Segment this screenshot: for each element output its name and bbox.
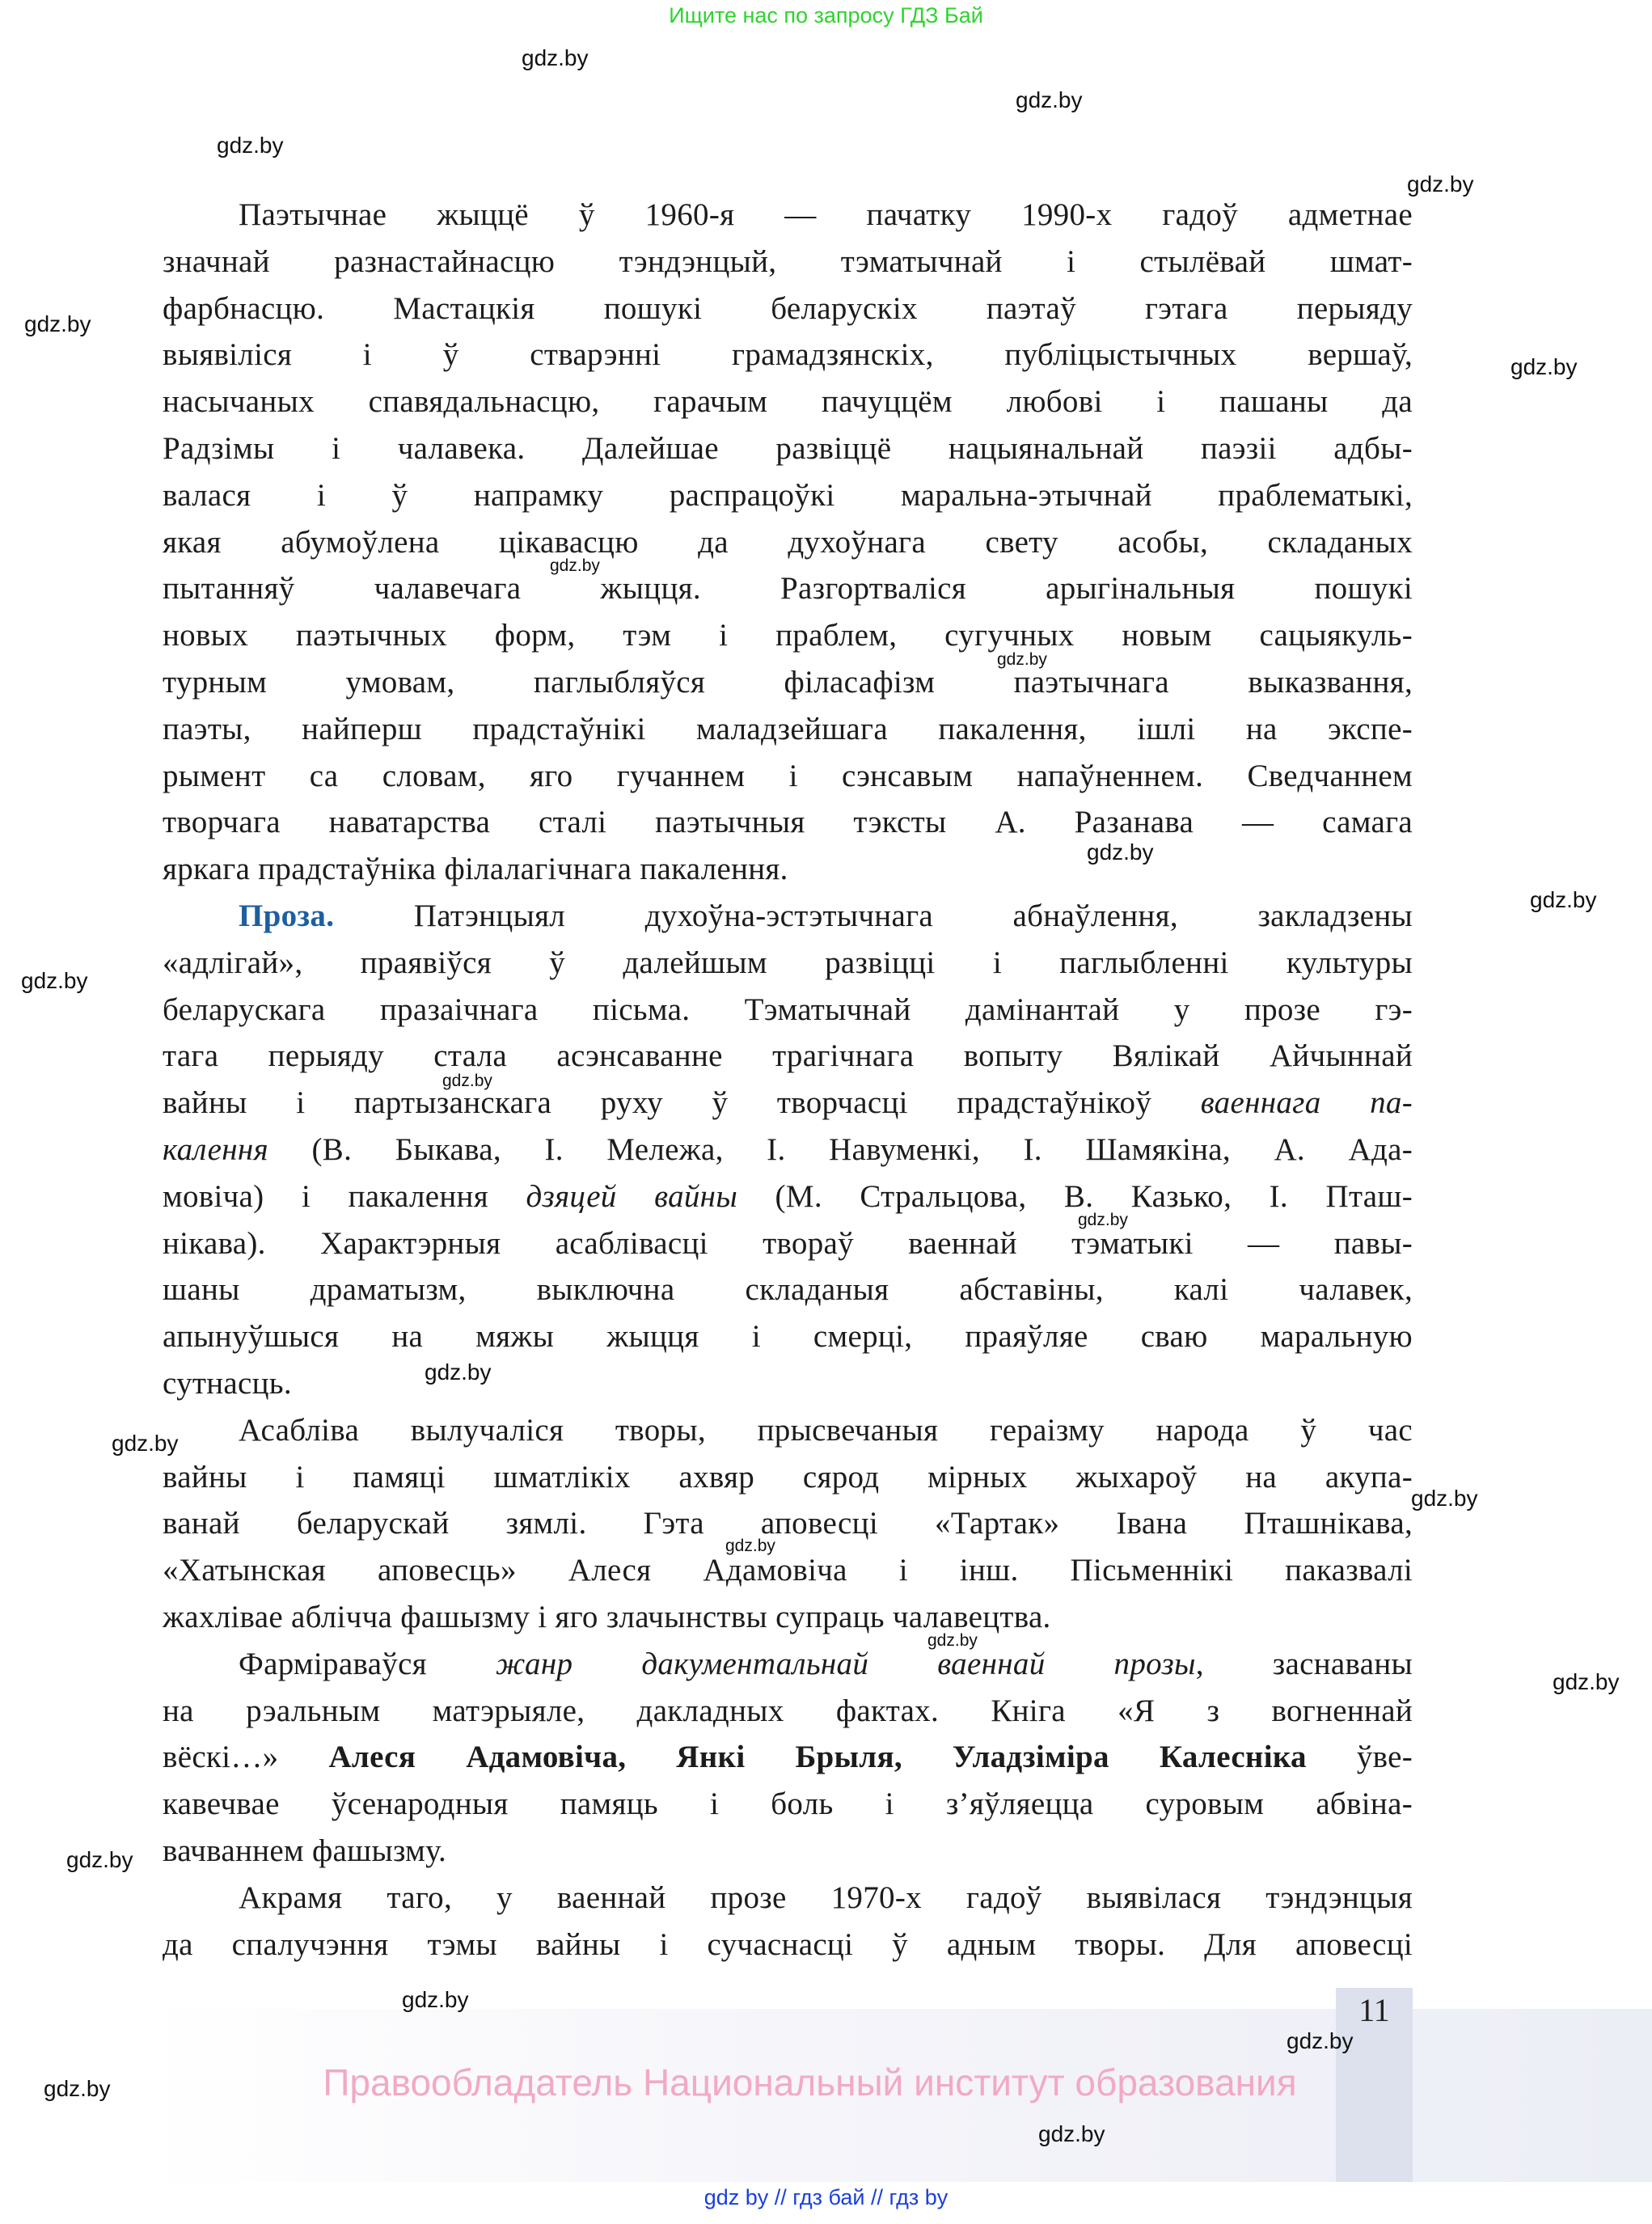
text-line [239, 1641, 1413, 1688]
text-segment: вачваннем фашызму. [163, 1833, 447, 1868]
text-segment: валася і ў напрамку распрацоўкі маральна-этычнай праблематыкі, [163, 477, 1413, 513]
text-line [239, 1407, 1413, 1454]
italic-term: калення [163, 1132, 268, 1167]
text-segment: «Хатынская аповесць» Алеся Адамовіча і інш. Пісьменнікі паказвалі [163, 1553, 1413, 1588]
text-line [163, 1127, 1413, 1173]
text-line [163, 1266, 1413, 1313]
text-line [163, 565, 1413, 612]
text-segment: «адлігай», праявіўся ў далейшым развіцці і паглыбленні культуры [163, 945, 1413, 980]
watermark: gdz.by [44, 2076, 111, 2101]
text-segment: беларускага празаічнага пісьма. Тэматычнай дамінантай у прозе гэ- [163, 991, 1413, 1027]
text-line [163, 612, 1413, 659]
text-segment: апынуўшыся на мяжы жыцця і смерці, праяўляе сваю маральную [163, 1319, 1413, 1355]
text-segment: выявіліся і ў стварэнні грамадзянскіх, публіцыстычных вершаў, [163, 337, 1413, 373]
rights-holder-text: Правообладатель Национальный институт образования [323, 2061, 1297, 2103]
text-segment: значнай разнастайнасцю тэндэнцый, тэматычнай і стылёвай шмат- [163, 243, 1413, 279]
watermark: gdz.by [1038, 2121, 1105, 2146]
text-line [163, 425, 1413, 472]
italic-term: жанр дакументальнай ваеннай прозы [495, 1646, 1196, 1681]
text-line [163, 753, 1413, 800]
watermark: gdz.by [217, 133, 284, 158]
text-line [163, 706, 1413, 753]
text-line [239, 192, 1413, 239]
watermark: gdz.by [1016, 87, 1083, 112]
text-line [163, 472, 1413, 519]
watermark: gdz.by [1407, 171, 1474, 197]
text-line [163, 940, 1413, 987]
text-segment: якая абумоўлена цікавасцю да духоўнага свету асобы, складаных [163, 524, 1413, 560]
text-line [163, 1033, 1413, 1080]
text-segment: нікава). Характэрныя асаблівасці твораў ваеннай тэматыкі — павы- [163, 1225, 1413, 1261]
text-segment: Фарміраваўся [239, 1646, 496, 1681]
text-segment: ўве- [1306, 1740, 1413, 1775]
watermark: gdz.by [1411, 1486, 1478, 1511]
watermark: gdz.by [112, 1431, 179, 1456]
text-line [163, 1688, 1413, 1735]
text-line [163, 239, 1413, 285]
text-segment: Паэтычнае жыццё ў 1960-я — пачатку 1990-х гадоў адметнае [239, 197, 1413, 232]
text-line [163, 1828, 1413, 1875]
text-line [163, 519, 1413, 566]
footer-links[interactable]: gdz by // гдз бай // гдз by [703, 2185, 949, 2209]
text-segment: вёскі…» [163, 1740, 329, 1775]
page-number: 11 [1358, 1992, 1390, 2028]
text-line [163, 1220, 1413, 1267]
text-line [163, 987, 1413, 1034]
text-segment: вайны і памяці шматлікіх ахвяр сярод мірных жыхароў на акупа- [163, 1459, 1413, 1495]
text-segment: паэты, найперш прадстаўнікі маладзейшага пакалення, ішлі на экспе- [163, 711, 1413, 746]
text-line [163, 1454, 1413, 1501]
text-line [163, 659, 1413, 706]
text-segment: мовіча) і пакалення [163, 1178, 526, 1214]
text-segment: кавечвае ўсенародныя памяць і боль і з’яўляецца суровым абвіна- [163, 1786, 1413, 1822]
watermark: gdz.by [522, 45, 589, 70]
text-segment: на рэальным матэрыяле, дакладных фактах. Кніга «Я з вогненнай [163, 1693, 1413, 1728]
text-segment: фарбнасцю. Мастацкія пошукі беларускіх паэтаў гэтага перыяду [163, 290, 1413, 326]
text-line [239, 1875, 1413, 1922]
watermark: gdz.by [1530, 887, 1597, 912]
text-segment: Патэнцыял духоўна-эстэтычнага абнаўлення, закладзены [334, 898, 1413, 933]
watermark: gdz.by [927, 1631, 978, 1650]
watermark: gdz.by [66, 1847, 133, 1872]
text-line [163, 799, 1413, 846]
text-segment: тага перыяду стала асэнсаванне трагічнага вопыту Вялікай Айчыннай [163, 1038, 1413, 1074]
text-line [163, 332, 1413, 378]
watermark: gdz.by [1087, 839, 1154, 865]
italic-term: ваеннага па- [1200, 1085, 1413, 1121]
text-segment: рымент са словам, яго гучаннем і сэнсавым напаўненнем. Сведчаннем [163, 758, 1413, 793]
text-line [163, 378, 1413, 425]
text-segment: Радзімы і чалавека. Далейшае развіццё нацыянальнай паэзіі адбы- [163, 431, 1413, 466]
italic-term: дзяцей вайны [526, 1178, 738, 1214]
text-segment: (М. Стральцова, В. Казько, І. Пташ- [737, 1178, 1413, 1214]
watermark: gdz.by [1510, 354, 1578, 379]
text-segment: Акрамя таго, у ваеннай прозе 1970-х гадоў выявілася тэндэнцыя [239, 1879, 1413, 1915]
rights-holder-notice [0, 2061, 1652, 2104]
text-segment: насычаных спавядальнасцю, гарачым пачуццём любові і пашаны да [163, 384, 1413, 420]
text-segment: да спалучэння тэмы вайны і сучаснасці ў адным творы. Для аповесці [163, 1926, 1413, 1962]
watermark: gdz.by [725, 1537, 775, 1555]
text-segment: , заснаваны [1195, 1646, 1413, 1681]
text-line [163, 1781, 1413, 1828]
text-line [163, 285, 1413, 332]
text-segment: жахлівае аблічча фашызму і яго злачынствы супраць чалавецтва. [163, 1600, 1051, 1634]
text-segment: ванай беларускай зямлі. Гэта аповесці «Тартак» Івана Пташнікава, [163, 1506, 1413, 1541]
text-line [163, 1734, 1413, 1781]
text-segment: турным умовам, паглыбляўся філасафізм паэтычнага выказвання, [163, 665, 1413, 700]
text-line [163, 1360, 1413, 1407]
watermark: gdz.by [550, 556, 600, 575]
text-line [163, 1594, 1413, 1641]
text-segment: новых паэтычных форм, тэм і праблем, сугучных новым сацыякуль- [163, 618, 1413, 653]
watermark: gdz.by [402, 1987, 469, 2012]
text-line [163, 1173, 1413, 1220]
text-segment: яркага прадстаўніка філалагічнага пакалення. [163, 852, 788, 887]
bold-names: Алеся Адамовіча, Янкі Брыля, Уладзіміра Калесніка [328, 1740, 1307, 1775]
watermark: gdz.by [997, 650, 1047, 669]
text-segment: сутнасць. [163, 1366, 292, 1401]
text-line [163, 1313, 1413, 1360]
text-segment: творчага наватарства сталі паэтычныя тэксты А. Разанава — самага [163, 805, 1413, 840]
text-line [163, 1500, 1413, 1547]
watermark: gdz.by [442, 1072, 492, 1090]
section-heading: Проза. [239, 898, 335, 933]
watermark: gdz.by [1287, 2028, 1354, 2053]
text-line [163, 846, 1413, 893]
text-line [239, 893, 1413, 940]
text-line [163, 1922, 1413, 1968]
text-segment: пытанняў чалавечага жыцця. Разгортваліся арыгінальныя пошукі [163, 571, 1413, 607]
text-segment: Асабліва вылучаліся творы, прысвечаныя гераізму народа ў час [239, 1412, 1413, 1448]
watermark: gdz.by [24, 311, 91, 336]
text-segment: шаны драматызм, выключна складаныя абставіны, калі чалавек, [163, 1272, 1413, 1308]
text-line [163, 1547, 1413, 1594]
watermark: gdz.by [21, 968, 88, 993]
watermark: gdz.by [1078, 1211, 1128, 1229]
text-segment: вайны і партызанскага руху ў творчасці прадстаўнікоў [163, 1085, 1201, 1121]
header-search-note[interactable]: Ищите нас по запросу ГДЗ Бай [669, 3, 983, 27]
text-line [163, 1080, 1413, 1127]
watermark: gdz.by [1553, 1669, 1620, 1694]
watermark: gdz.by [425, 1359, 492, 1385]
text-segment: (В. Быкава, І. Мележа, І. Навуменкі, І. Шамякіна, А. Ада- [268, 1132, 1413, 1167]
